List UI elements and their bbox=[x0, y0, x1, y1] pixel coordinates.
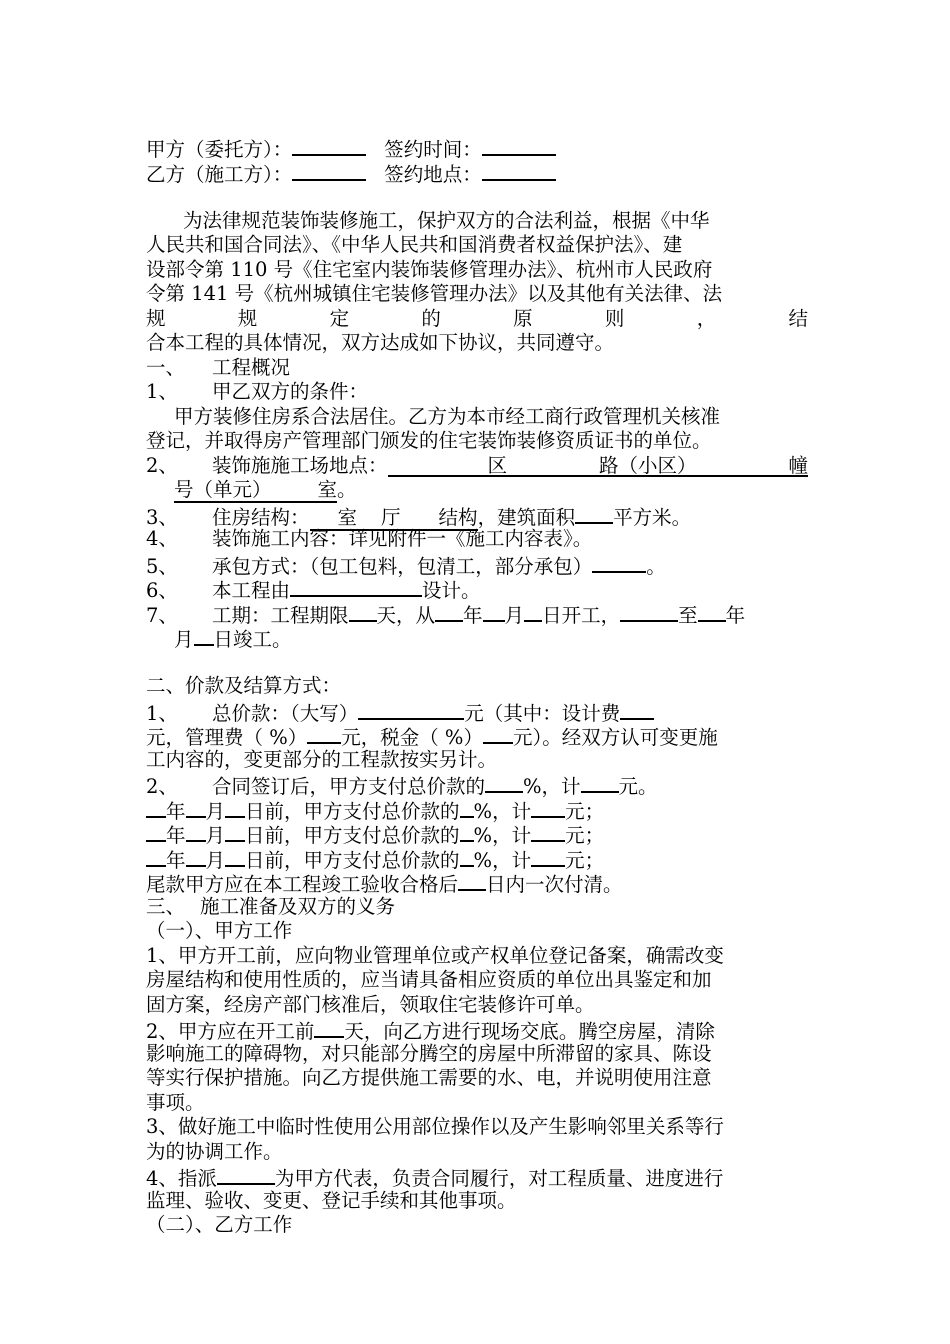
intro-char: 原 bbox=[513, 306, 533, 330]
start-year-blank bbox=[435, 601, 463, 622]
intro-char: 规 bbox=[237, 306, 258, 330]
item-text: 元； bbox=[565, 824, 605, 847]
party-b-label: 乙方（施工方）： bbox=[146, 162, 293, 186]
intro-line-3: 设部令第 110 号《住宅室内装饰装修管理办法》、杭州市人民政府 bbox=[146, 257, 713, 281]
item-text: 日竣工。 bbox=[213, 628, 292, 651]
room-count-label: 室 bbox=[337, 505, 358, 529]
item-text: %，计 bbox=[473, 848, 532, 872]
s3-p1-line-2: 房屋结构和使用性质的，应当请具备相应资质的单位出具鉴定和加 bbox=[146, 968, 712, 991]
pay-month-blank bbox=[186, 821, 206, 842]
s1-item-2-line-2 bbox=[146, 478, 808, 503]
subsection-2-heading: （二）、乙方工作 bbox=[146, 1213, 293, 1236]
days-blank bbox=[349, 601, 377, 622]
intro-line-5 bbox=[146, 307, 808, 332]
district-label: 区 bbox=[487, 453, 508, 477]
item-text: 年 bbox=[166, 799, 186, 823]
s3-p2-line-4: 事项。 bbox=[146, 1090, 205, 1114]
hall-count-label: 厅 bbox=[381, 505, 401, 529]
item-text: 总价款：（大写） bbox=[212, 701, 359, 725]
section-title: 工程概况 bbox=[212, 355, 291, 379]
final-days-blank bbox=[458, 870, 486, 891]
item-text: 日前，甲方支付总价款的 bbox=[245, 799, 460, 823]
end-year-prefix-blank bbox=[620, 601, 678, 622]
sign-place-blank bbox=[482, 160, 556, 181]
item-text: 承包方式：（包工包料，包清工，部分承包） bbox=[212, 554, 593, 578]
payment-line bbox=[146, 797, 808, 822]
item-text: 日前，甲方支付总价款的 bbox=[245, 848, 460, 872]
section-1-heading bbox=[146, 356, 808, 381]
item-text: 元，管理费（ %） bbox=[146, 726, 308, 749]
item-number: 5、 bbox=[146, 554, 178, 578]
s2-item-1-line-3: 工内容的，变更部分的工程款按实另计。 bbox=[146, 747, 498, 771]
subsection-1-heading: （一）、甲方工作 bbox=[146, 919, 293, 942]
s1-item-1-para-1: 甲方装修住房系合法居住。乙方为本市经工商行政管理机关核准 bbox=[174, 404, 721, 428]
intro-line-6: 合本工程的具体情况，双方达成如下协议，共同遵守。 bbox=[146, 331, 615, 354]
item-text: 2、甲方应在开工前 bbox=[146, 1020, 315, 1043]
item-text: %，计 bbox=[473, 824, 532, 847]
start-month-blank bbox=[483, 601, 505, 622]
pay-day-blank bbox=[225, 821, 245, 842]
intro-char: 的 bbox=[421, 306, 441, 330]
item-text: 尾款甲方应在本工程竣工验收合格后 bbox=[146, 873, 459, 896]
item-text: 月 bbox=[205, 799, 226, 823]
item-number: 1、 bbox=[146, 701, 178, 725]
pay-amount-blank bbox=[531, 797, 565, 818]
item-text: 4、指派 bbox=[146, 1167, 217, 1190]
header-line-1 bbox=[146, 135, 808, 160]
item-text: 日开工， bbox=[542, 603, 621, 627]
item-text: 月 bbox=[205, 824, 226, 847]
pay-year-blank bbox=[146, 846, 166, 867]
pay-pct-blank bbox=[460, 821, 474, 842]
room-label: 室 bbox=[317, 478, 338, 501]
s1-item-7-line-2 bbox=[146, 625, 808, 650]
item-text: 设计。 bbox=[422, 579, 481, 602]
section-2-heading: 二、价款及结算方式： bbox=[146, 674, 342, 697]
item-text: 至 bbox=[678, 603, 698, 627]
contract-page bbox=[146, 135, 808, 1238]
s3-p2-line-1 bbox=[146, 1017, 808, 1042]
item-text: 甲乙双方的条件： bbox=[212, 380, 369, 403]
s2-item-1 bbox=[146, 699, 808, 724]
intro-char: 定 bbox=[329, 306, 350, 330]
area-blank bbox=[575, 503, 613, 524]
item-number: 1、 bbox=[146, 380, 178, 403]
item-text: 月 bbox=[205, 848, 226, 872]
intro-line-1: 为法律规范装饰装修施工，保护双方的合法利益，根据《中华 bbox=[183, 208, 710, 232]
punct: 。 bbox=[337, 478, 357, 501]
s3-p4-line-1 bbox=[146, 1164, 808, 1189]
s3-p2-line-3: 等实行保护措施。向乙方提供施工需要的水、电，并说明使用注意 bbox=[146, 1066, 712, 1089]
end-month-blank bbox=[194, 625, 214, 646]
payment-line bbox=[146, 821, 808, 846]
sign-time-blank bbox=[482, 135, 556, 156]
item-text: 年 bbox=[166, 848, 186, 872]
item-text: 元）。经双方认可变更施 bbox=[512, 726, 718, 749]
total-price-blank bbox=[358, 699, 464, 720]
s1-item-7 bbox=[146, 601, 808, 626]
item-text: 元，税金（ %） bbox=[341, 726, 483, 749]
item-number: 2、 bbox=[146, 775, 178, 798]
item-number: 2、 bbox=[146, 453, 178, 477]
header-line-2 bbox=[146, 160, 808, 185]
item-text: 住房结构： bbox=[212, 505, 310, 529]
item-text: 元； bbox=[565, 848, 605, 872]
item-number: 6、 bbox=[146, 579, 178, 602]
item-text: 年 bbox=[463, 603, 483, 627]
section-title: 施工准备及双方的义务 bbox=[200, 894, 396, 918]
item-text: 天，从 bbox=[376, 603, 436, 627]
item-text: 年 bbox=[166, 824, 186, 847]
s3-p3-line-1: 3、做好施工中临时性使用公用部位操作以及产生影响邻里关系等行 bbox=[146, 1115, 724, 1138]
start-day-blank bbox=[524, 601, 542, 622]
pay-amount-blank bbox=[531, 821, 565, 842]
s3-p1-line-1: 1、甲方开工前，应向物业管理单位或产权单位登记备案，确需改变 bbox=[146, 943, 724, 967]
design-fee-blank bbox=[620, 699, 654, 720]
item-text: 为甲方代表，负责合同履行，对工程质量、进度进行 bbox=[274, 1167, 724, 1190]
tax-blank bbox=[483, 723, 513, 744]
item-text: 月 bbox=[504, 603, 525, 627]
party-a-blank bbox=[292, 135, 366, 156]
item-number: 3、 bbox=[146, 505, 178, 529]
representative-blank bbox=[217, 1164, 275, 1185]
pay-day-blank bbox=[225, 797, 245, 818]
item-text: 合同签订后，甲方支付总价款的 bbox=[212, 775, 486, 798]
item-text: 装饰施工内容：详见附件一《施工内容表》。 bbox=[212, 527, 593, 550]
pay-day-blank bbox=[225, 846, 245, 867]
s3-p3-line-2: 为的协调工作。 bbox=[146, 1139, 283, 1163]
unit-blank bbox=[174, 478, 337, 503]
item-text: 天，向乙方进行现场交底。腾空房屋，清除 bbox=[344, 1020, 715, 1043]
intro-char: 规 bbox=[146, 306, 166, 330]
building-label: 幢 bbox=[788, 453, 808, 477]
item-text: ，建筑面积 bbox=[477, 505, 576, 529]
item-text: 日前，甲方支付总价款的 bbox=[245, 824, 460, 847]
item-text: 工期：工程期限 bbox=[212, 603, 349, 627]
sign-place-label: 签约地点： bbox=[384, 162, 482, 186]
contract-mode-blank bbox=[592, 552, 646, 573]
party-b-blank bbox=[292, 160, 366, 181]
section-number: 一、 bbox=[146, 355, 186, 379]
s1-item-2 bbox=[146, 454, 808, 479]
item-text: %，计 bbox=[473, 799, 532, 823]
mgmt-fee-blank bbox=[307, 723, 341, 744]
final-payment-line bbox=[146, 870, 808, 895]
pay-year-blank bbox=[146, 821, 166, 842]
s3-p1-line-3: 固方案，经房产部门核准后，领取住宅装修许可单。 bbox=[146, 992, 595, 1016]
s3-p4-line-2: 监理、验收、变更、登记手续和其他事项。 bbox=[146, 1188, 517, 1212]
intro-line-4: 令第 141 号《杭州城镇住宅装修管理办法》以及其他有关法律、法 bbox=[146, 282, 723, 305]
pay-pct-blank bbox=[460, 846, 474, 867]
item-text: 平方米。 bbox=[613, 505, 692, 529]
party-a-label: 甲方（委托方）： bbox=[146, 138, 293, 161]
s1-item-6 bbox=[146, 576, 808, 601]
s3-p2-line-2: 影响施工的障碍物，对只能部分腾空的房屋中所滞留的家具、陈设 bbox=[146, 1041, 712, 1065]
first-pct-blank bbox=[485, 772, 523, 793]
pay-month-blank bbox=[186, 846, 206, 867]
first-amount-blank bbox=[581, 772, 619, 793]
intro-line-2: 人民共和国合同法》、《中华人民共和国消费者权益保护法》、建 bbox=[146, 233, 683, 256]
handover-days-blank bbox=[314, 1017, 344, 1038]
item-text: 本工程由 bbox=[212, 579, 291, 602]
structure-label: 结构 bbox=[438, 505, 478, 529]
end-year-blank bbox=[698, 601, 726, 622]
intro-char: 结 bbox=[788, 306, 808, 330]
s1-item-5 bbox=[146, 552, 808, 577]
section-number: 三、 bbox=[146, 894, 186, 918]
item-number: 7、 bbox=[146, 603, 178, 627]
sign-time-label: 签约时间： bbox=[384, 138, 482, 161]
section-3-heading bbox=[146, 895, 808, 920]
item-text: 装饰施施工场地点： bbox=[212, 453, 388, 477]
pay-month-blank bbox=[186, 797, 206, 818]
intro-char: ， bbox=[696, 306, 717, 330]
s2-item-2 bbox=[146, 772, 808, 797]
item-text: 元； bbox=[565, 799, 605, 823]
address-blank bbox=[388, 454, 808, 477]
payment-line bbox=[146, 846, 808, 871]
s1-item-3 bbox=[146, 503, 808, 528]
punct: 。 bbox=[646, 554, 666, 578]
s1-item-1 bbox=[146, 380, 808, 405]
item-text: 月 bbox=[174, 628, 194, 651]
item-number: 4、 bbox=[146, 527, 178, 550]
pay-pct-blank bbox=[460, 797, 474, 818]
pay-amount-blank bbox=[531, 846, 565, 867]
unit-label: 号（单元） bbox=[174, 478, 272, 501]
s1-item-1-para-2: 登记，并取得房产管理部门颁发的住宅装饰装修资质证书的单位。 bbox=[146, 429, 712, 452]
item-text: 元（其中：设计费 bbox=[464, 701, 621, 725]
pay-year-blank bbox=[146, 797, 166, 818]
item-text: 日内一次付清。 bbox=[486, 873, 623, 896]
item-text: %，计 bbox=[523, 775, 581, 798]
road-label: 路（小区） bbox=[599, 453, 697, 477]
s1-item-4 bbox=[146, 527, 808, 552]
intro-char: 则 bbox=[604, 306, 625, 330]
designer-blank bbox=[290, 576, 422, 597]
item-text: 元。 bbox=[618, 775, 658, 798]
s2-item-1-line-2 bbox=[146, 723, 808, 748]
item-text: 年 bbox=[725, 603, 746, 627]
